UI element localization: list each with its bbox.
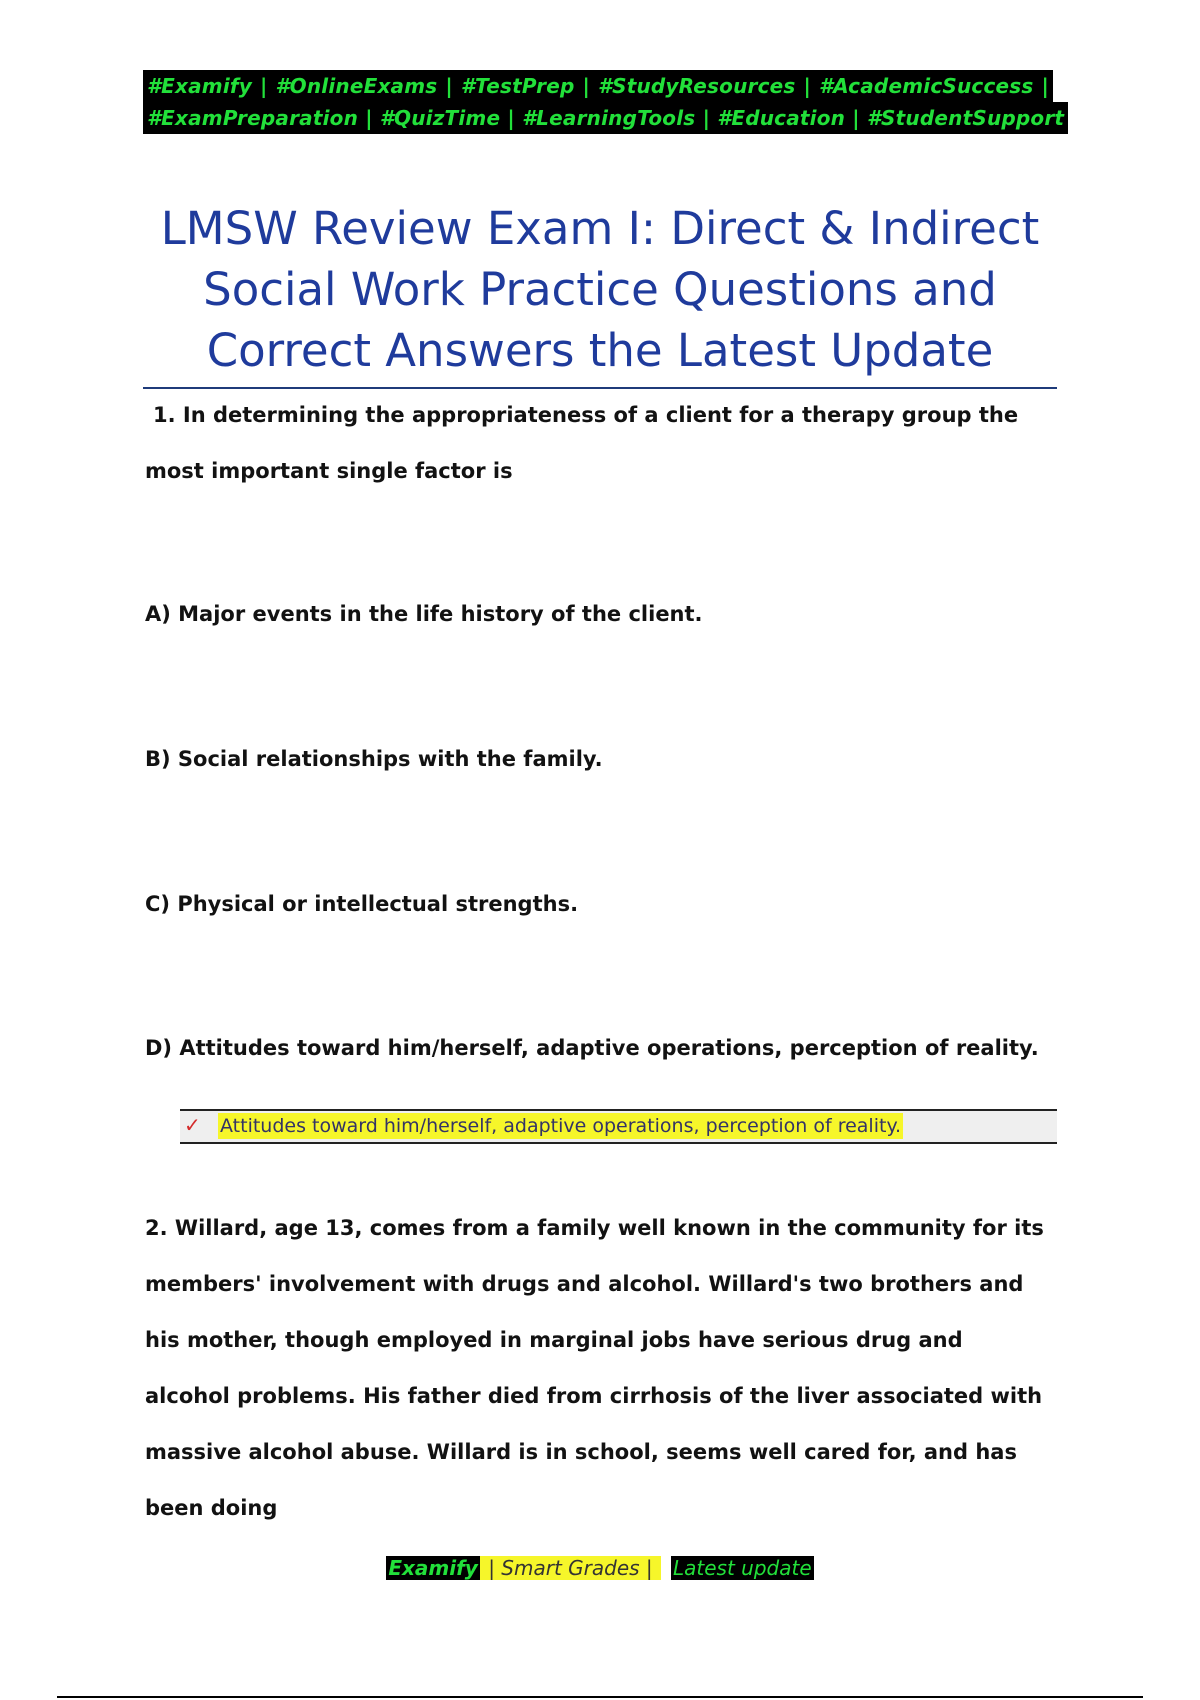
footer-smart-grades: | Smart Grades | — [481, 1556, 660, 1580]
hashtag-banner — [143, 70, 1065, 134]
check-icon: ✓ — [184, 1115, 201, 1137]
title-line-3: Correct Answers the Latest Update — [206, 324, 994, 377]
title-line-2: Social Work Practice Questions and — [203, 263, 997, 316]
question-1-answer-text: Attitudes toward him/herself, adaptive operations, perception of reality. — [220, 1115, 902, 1137]
hashtag-line-1: #Examify | #OnlineExams | #TestPrep | #StudyResources | #AcademicSuccess | — [143, 70, 1053, 102]
footer-latest-update: Latest update — [673, 1556, 812, 1580]
question-1-option-a: A) Major events in the life history of the client. — [145, 602, 703, 626]
footer-brand: Examify — [388, 1556, 478, 1580]
title-line-1: LMSW Review Exam I: Direct & Indirect — [160, 202, 1040, 255]
question-1-answer-box — [180, 1109, 1057, 1144]
question-1-option-d: D) Attitudes toward him/herself, adaptive operations, perception of reality. — [145, 1036, 1039, 1060]
document-title — [143, 198, 1057, 381]
question-1-text: 1. In determining the appropriateness of a client for a therapy group the most important single factor is — [145, 403, 1019, 483]
hashtag-line-2: #ExamPreparation | #QuizTime | #LearningTools | #Education | #StudentSupport — [143, 102, 1068, 134]
question-2-text: 2. Willard, age 13, comes from a family well known in the community for its members' involvement with drugs and alcohol. Willard's two brothers and his mother, though employed in marginal jobs have serious drug and alcohol problems. His father died from cirrhosis of the liver associated with massive alcohol abuse. Willard is in school, seems well cared for, and has been doing — [145, 1216, 1044, 1520]
page-bottom-divider — [57, 1696, 1143, 1698]
question-1-option-c: C) Physical or intellectual strengths. — [145, 892, 579, 916]
page-footer — [0, 1553, 1200, 1583]
question-1-option-b: B) Social relationships with the family. — [145, 747, 603, 771]
